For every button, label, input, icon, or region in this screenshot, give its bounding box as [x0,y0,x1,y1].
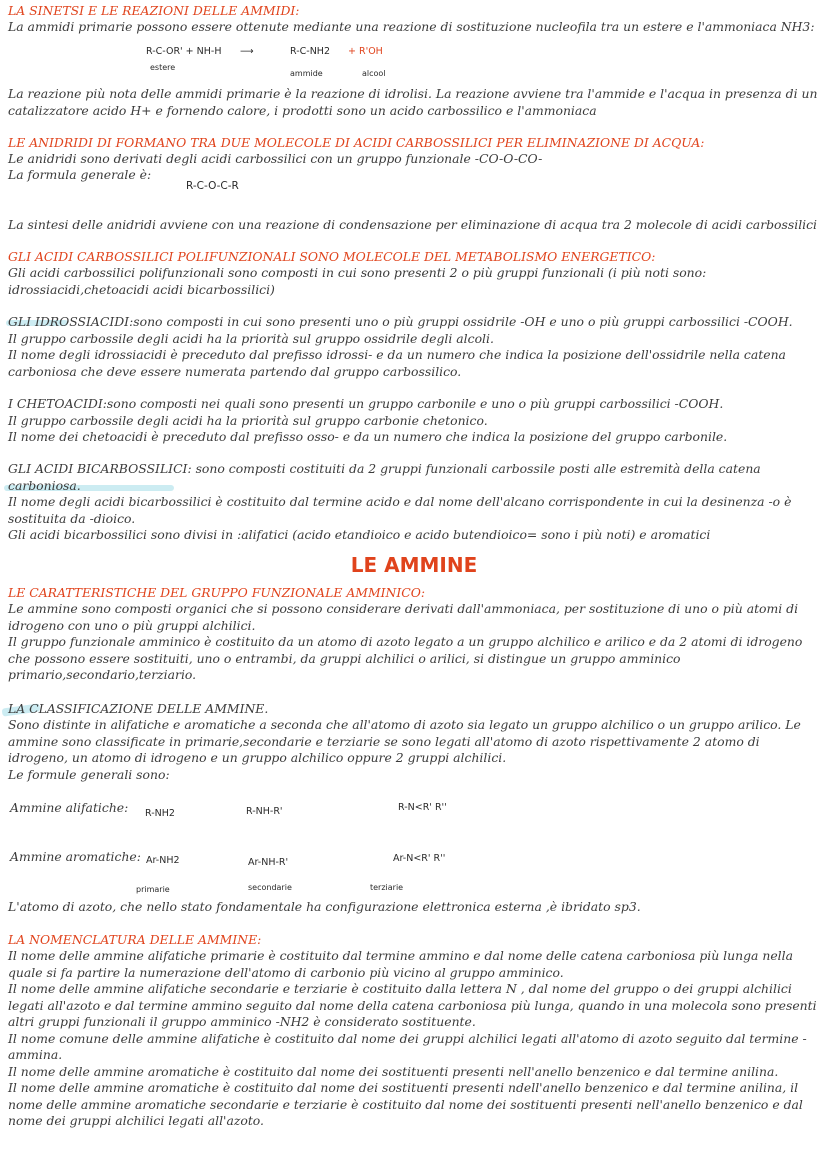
reaction-alcohol: + R'OH [348,46,383,57]
label-alcohol: alcool [362,69,386,78]
anidride-formula: R-C-O-C-R [186,180,239,192]
formula-alifatica-secondaria: R-NH-R' [246,806,283,817]
formula-aromatica-terziaria: Ar-N<R' R'' [393,853,446,864]
section-heading-nomenclatura: LA NOMENCLATURA DELLE AMMINE: [8,932,262,947]
classificazione-line: Le formule generali sono: [8,766,170,782]
label-secondarie: secondarie [248,883,292,892]
section-heading-classificazione: LA CLASSIFICAZIONE DELLE AMMINE. [8,701,269,716]
caratteristiche-line: Il gruppo funzionale amminico è costituito da un atomo di azoto legato a un gruppo alchilico e arilico e da 2 atomi di idrogeno che possono essere sostituiti, uno o entrambi, da gruppi alchilici o arilici, si distingue un gruppo amminico primario,secondario,terziario. [8,634,803,682]
classificazione-line: Sono distinte in alifatiche e aromatiche a seconda che all'atomo di azoto sia legato un gruppo alchilico o un gruppo arilico. Le ammine sono classificate in primarie,secondarie e terziarie se sono legati all'atomo di azoto rispettivamente 2 atomo di idrogeno, un atomo di idrogeno e un gruppo alchilico oppure 2 gruppi alchilici. [8,717,801,765]
section-heading-caratteristiche: LE CARATTERISTICHE DEL GRUPPO FUNZIONALE AMMINICO: [8,585,426,600]
chetoacidi-line: Il nome dei chetoacidi è preceduto dal prefisso osso- e da un numero che indica la posizione del gruppo carbonile. [8,429,728,444]
label-alifatiche: Ammine alifatiche: [10,800,129,815]
nomenclatura-line: Il nome comune delle ammine alifatiche è costituito dal nome dei gruppi alchilici legati all'atomo di azoto seguito dal termine -ammina. [8,1030,807,1062]
caratteristiche-line: Le ammine sono composti organici che si possono considerare derivati dall'ammoniaca, per sostituzione di uno o più atomi di idrogeno con uno o più gruppi alchilici. [8,601,799,633]
ammidi-intro: La ammidi primarie possono essere ottenute mediante una reazione di sostituzione nucleofila tra un estere e l'ammoniaca NH3: [8,19,815,34]
anidridi-synthesis: La sintesi delle anidridi avviene con una reazione di condensazione per eliminazione di acqua tra 2 molecole di acidi carbossilici [8,217,818,232]
section-heading-anidridi: LE ANIDRIDI DI FORMANO TRA DUE MOLECOLE DI ACIDI CARBOSSILICI PER ELIMINAZIONE DI ACQUA: [8,135,705,150]
ammidi-hydrolysis: La reazione più nota delle ammidi primarie è la reazione di idrolisi. La reazione avviene tra l'ammide e l'acqua in presenza di un catalizzatore acido H+ e fornendo calore, i prodotti sono un acido carbossilico e l'ammoniaca [8,86,818,118]
reaction-arrow-icon: ⟶ [240,46,254,57]
anidridi-line1: Le anidridi sono derivati degli acidi carbossilici con un gruppo funzionale -CO-O-CO- [8,151,543,166]
classificazione-block [8,717,820,783]
section-heading-ammidi: LA SINETSI E LE REAZIONI DELLE AMMIDI: [8,3,300,18]
section-heading-polifunzionali: GLI ACIDI CARBOSSILICI POLIFUNZIONALI SONO MOLECOLE DEL METABOLISMO ENERGETICO: [8,249,656,264]
nomenclatura-line: Il nome delle ammine aromatiche è costituito dal nome dei sostituenti presenti nell'anello benzenico e dal termine anilina. [8,1063,779,1079]
page-title: LE AMMINE [350,553,478,577]
label-ester: estere [150,63,176,72]
nomenclatura-line: Il nome delle ammine alifatiche primarie è costituito dal termine ammino e dal nome delle catena carboniosa più lunga nella quale si fa partire la numerazione dell'atomo di carbonio più vicino al gruppo amminico. [8,948,793,980]
reaction-right: R-C-NH2 [290,46,330,57]
idrossiacidi-line: Il gruppo carbossile degli acidi ha la priorità sul gruppo ossidrile degli alcoli. [8,330,494,346]
chetoacidi-line: I CHETOACIDI:sono composti nei quali sono presenti un gruppo carbonile e uno o più gruppi carbossilici -COOH. [8,396,724,411]
idrossiacidi-line: Il nome degli idrossiacidi è preceduto dal prefisso idrossi- e da un numero che indica la posizione dell'ossidrile nella catena carboniosa che deve essere numerata partendo dal gruppo carbossilico. [8,347,786,379]
formula-alifatica-primaria: R-NH2 [145,808,175,819]
idrossiacidi-block [8,314,820,380]
azoto-line: L'atomo di azoto, che nello stato fondamentale ha configurazione elettronica esterna ,è ibridato sp3. [8,899,641,914]
reaction-left: R-C-OR' + NH-H [146,46,222,57]
idrossiacidi-line: GLI IDROSSIACIDI:sono composti in cui sono presenti uno o più gruppi ossidrile -OH e uno o più gruppi carbossilici -COOH. [8,314,793,329]
bicarbossilici-line: Gli acidi bicarbossilici sono divisi in :alifatici (acido etandioico e acido butendioico= sono i più noti) e aromatici [8,527,711,542]
chetoacidi-block [8,396,820,446]
label-primarie: primarie [136,885,170,894]
chetoacidi-line: Il gruppo carbossile degli acidi ha la priorità sul gruppo carbonie chetonico. [8,412,488,428]
nomenclatura-line: Il nome delle ammine alifatiche secondarie e terziarie è costituito dalla lettera N , dal nome del gruppo o dei gruppi alchilici legati all'azoto e dal termine ammino seguito dal nome della catena carboniosa più lunga, quando in una molecola sono presenti altri gruppi funzionali il gruppo amminico -NH2 è considerato sostituente. [8,981,817,1029]
formula-aromatica-primaria: Ar-NH2 [146,855,180,866]
nomenclatura-line: Il nome delle ammine aromatiche è costituito dal nome dei sostituenti presenti ndell'anello benzenico e dal termine anilina, il nome delle ammine aromatiche secondarie e terziarie è costituito dal nome dei sostituenti presenti nell'anello benzenico e dal nome dei gruppi alchilici legati all'azoto. [8,1080,803,1128]
bicarbossilici-block [8,461,820,544]
label-terziarie: terziarie [370,883,404,892]
label-aromatiche: Ammine aromatiche: [10,849,141,864]
formula-alifatica-terziaria: R-N<R' R'' [398,802,447,813]
formula-aromatica-secondaria: Ar-NH-R' [248,857,289,868]
nomenclatura-block [8,948,820,1130]
bicarbossilici-line: GLI ACIDI BICARBOSSILICI: sono composti costituiti da 2 gruppi funzionali carbossile posti alle estremità della catena carboniosa. [8,461,761,493]
bicarbossilici-line: Il nome degli acidi bicarbossilici è costituito dal termine acido e dal nome dell'alcano corrispondente in cui la desinenza -o è sostituita da -dioico. [8,494,792,526]
label-amide: ammide [290,69,323,78]
polifunzionali-intro: Gli acidi carbossilici polifunzionali sono composti in cui sono presenti 2 o più gruppi funzionali (i più noti sono: idrossiacidi,chetoacidi acidi bicarbossilici) [8,265,707,297]
anidridi-line2: La formula generale è: [8,167,152,182]
caratteristiche-block [8,601,820,684]
